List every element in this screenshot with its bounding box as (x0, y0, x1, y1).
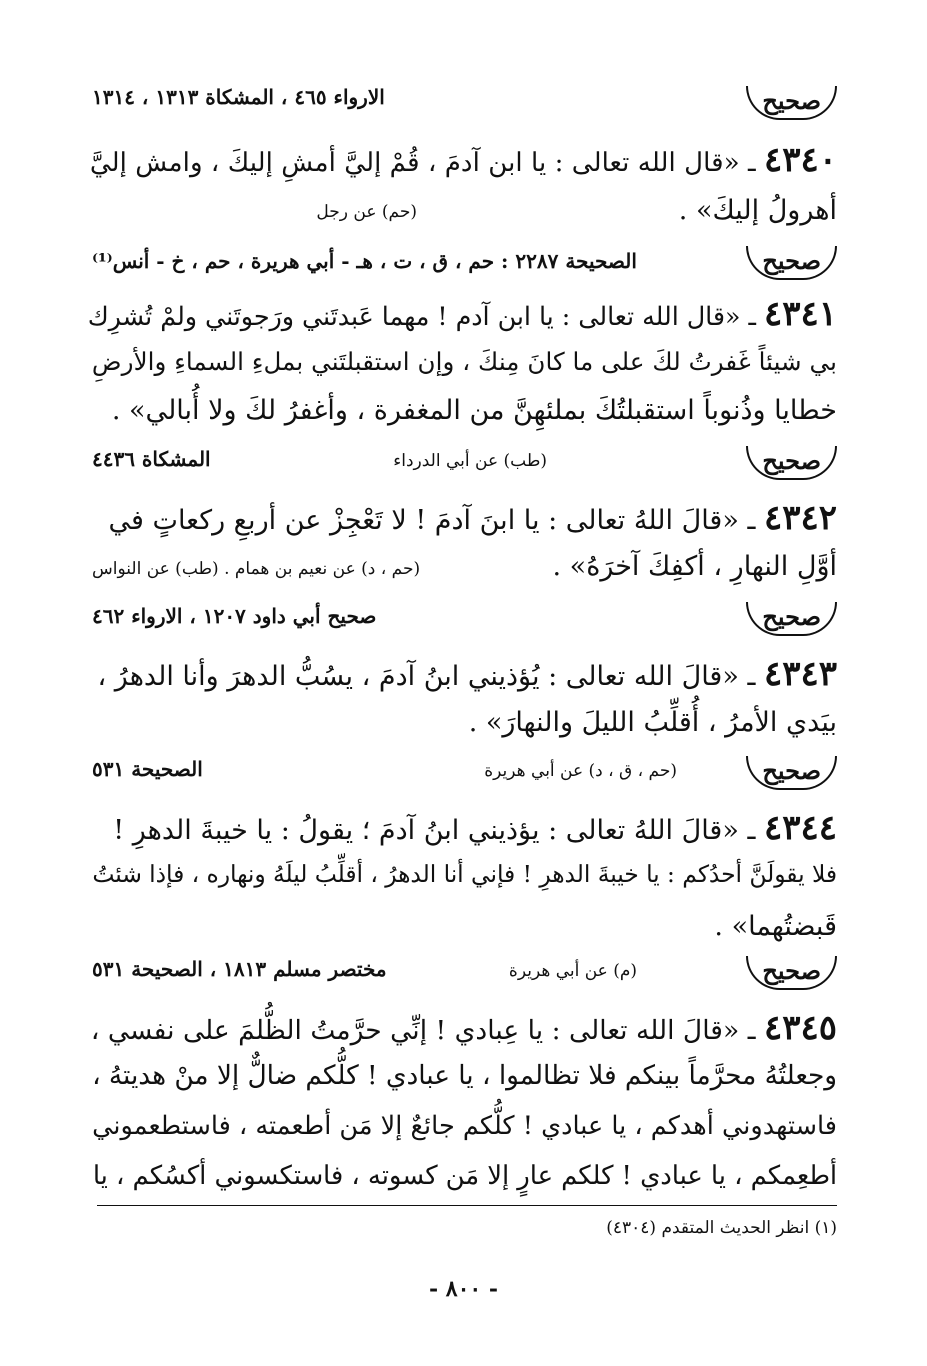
hadith-line: ٤٣٤٤ ـ «قالَ اللهُ تعالى : يؤذيني ابنُ آدمَ ؛ يقولُ : يا خيبةَ الدهرِ ! (113, 808, 837, 848)
hadith-line: أطعِمكم ، يا عبادي ! كلكم عارٍ إلا مَن كسوته ، فاستكسوني أكسُكم ، يا (92, 1161, 837, 1191)
hadith-line: بي شيئاً غَفرتُ لكَ على ما كانَ مِنكَ ، وإن استقبلتَني بملءِ السماءِ والأرضِ (91, 347, 837, 376)
hadith-line: ٤٣٤١ ـ «قال الله تعالى : يا ابن آدم ! مهما عَبدتَني ورَجوتَني ولمْ تُشرِك (87, 294, 837, 334)
hadith-source: (طب) عن أبي الدرداء (393, 451, 547, 471)
reference-text: الصحيحة ٢٢٨٧ : حم ، ق ، ت ، هـ - أبي هريرة ، حم ، خ - أنس⁽¹⁾ (92, 249, 637, 273)
hadith-source: (حم) عن رجل (316, 202, 417, 222)
grade-badge: صحيح (746, 756, 837, 790)
reference-text: صحيح أبي داود ١٢٠٧ ، الارواء ٤٦٢ (92, 604, 377, 628)
hadith-line: أوَّلِ النهارِ ، أكفِكَ آخرَهُ» . (552, 551, 837, 582)
hadith-line: قَبضتُهما» . (714, 911, 837, 942)
hadith-number: ٤٣٤١ (763, 294, 837, 334)
hadith-source: (حم ، ق ، د) عن أبي هريرة (484, 761, 677, 781)
footnote-divider (97, 1205, 837, 1206)
hadith-line: خطايا وذُنوباً استقبلتُكَ بملئهِنَّ من المغفرة ، وأغفرُ لكَ ولا أُبالي» . (111, 395, 837, 426)
reference-text: الارواء ٤٦٥ ، المشكاة ١٣١٣ ، ١٣١٤ (92, 85, 385, 109)
grade-badge: صحيح (746, 956, 837, 990)
footnote: (١) انظر الحديث المتقدم (٤٣٠٤) (606, 1218, 837, 1238)
hadith-line: وجعلتُهُ محرَّماً بينكم فلا تظالموا ، يا عبادي ! كلُّكم ضالٌّ إلا منْ هديتهُ ، (92, 1061, 837, 1091)
reference-text: مختصر مسلم ١٨١٣ ، الصحيحة ٥٣١ (92, 957, 387, 981)
reference-text: الصحيحة ٥٣١ (92, 757, 203, 781)
hadith-line: ٤٣٤٣ ـ «قالَ الله تعالى : يُؤذيني ابنُ آدمَ ، يسُبُّ الدهرَ وأنا الدهرُ ، (97, 654, 837, 694)
reference-text: المشكاة ٤٤٣٦ (92, 447, 211, 471)
hadith-line: ٤٣٤٥ ـ «قالَ الله تعالى : يا عِبادي ! إنِّي حرَّمتُ الظُّلمَ على نفسي ، (90, 1008, 837, 1048)
hadith-line: ٤٣٤٢ ـ «قالَ اللهُ تعالى : يا ابنَ آدمَ ! لا تَعْجِزْ عن أربعِ ركعاتٍ في (108, 498, 837, 538)
hadith-number: ٤٣٤٣ (763, 654, 837, 694)
grade-badge: صحيح (746, 86, 837, 120)
grade-badge: صحيح (746, 602, 837, 636)
hadith-line: أهرولُ إليكَ» . (678, 195, 837, 226)
hadith-number: ٤٣٤٢ (763, 498, 837, 538)
grade-badge: صحيح (746, 446, 837, 480)
hadith-source: (م) عن أبي هريرة (508, 961, 637, 981)
hadith-number: ٤٣٤٠ (763, 140, 837, 180)
hadith-line: فلا يقولَنَّ أحدُكم : يا خيبةَ الدهرِ ! فإني أنا الدهرُ ، أقلِّبُ ليلَهُ ونهاره ، فإذا شئتُ (92, 861, 837, 888)
grade-badge: صحيح (746, 246, 837, 280)
hadith-source: (حم ، د) عن نعيم بن همام . (طب) عن النواس (92, 559, 421, 579)
hadith-number: ٤٣٤٤ (763, 808, 837, 848)
hadith-line: ٤٣٤٠ ـ «قال الله تعالى : يا ابن آدمَ ، قُمْ إليَّ أمشِ إليكَ ، وامش إليَّ (89, 140, 837, 180)
hadith-number: ٤٣٤٥ (763, 1008, 837, 1048)
page-number: - ٨٠٠ - (428, 1276, 499, 1302)
hadith-line: بيَدي الأمرُ ، أُقلِّبُ الليلَ والنهارَ» . (468, 707, 837, 738)
hadith-line: فاستهدوني أهدكم ، يا عبادي ! كلُّكم جائعٌ إلا مَن أطعمته ، فاستطعموني (92, 1111, 837, 1141)
